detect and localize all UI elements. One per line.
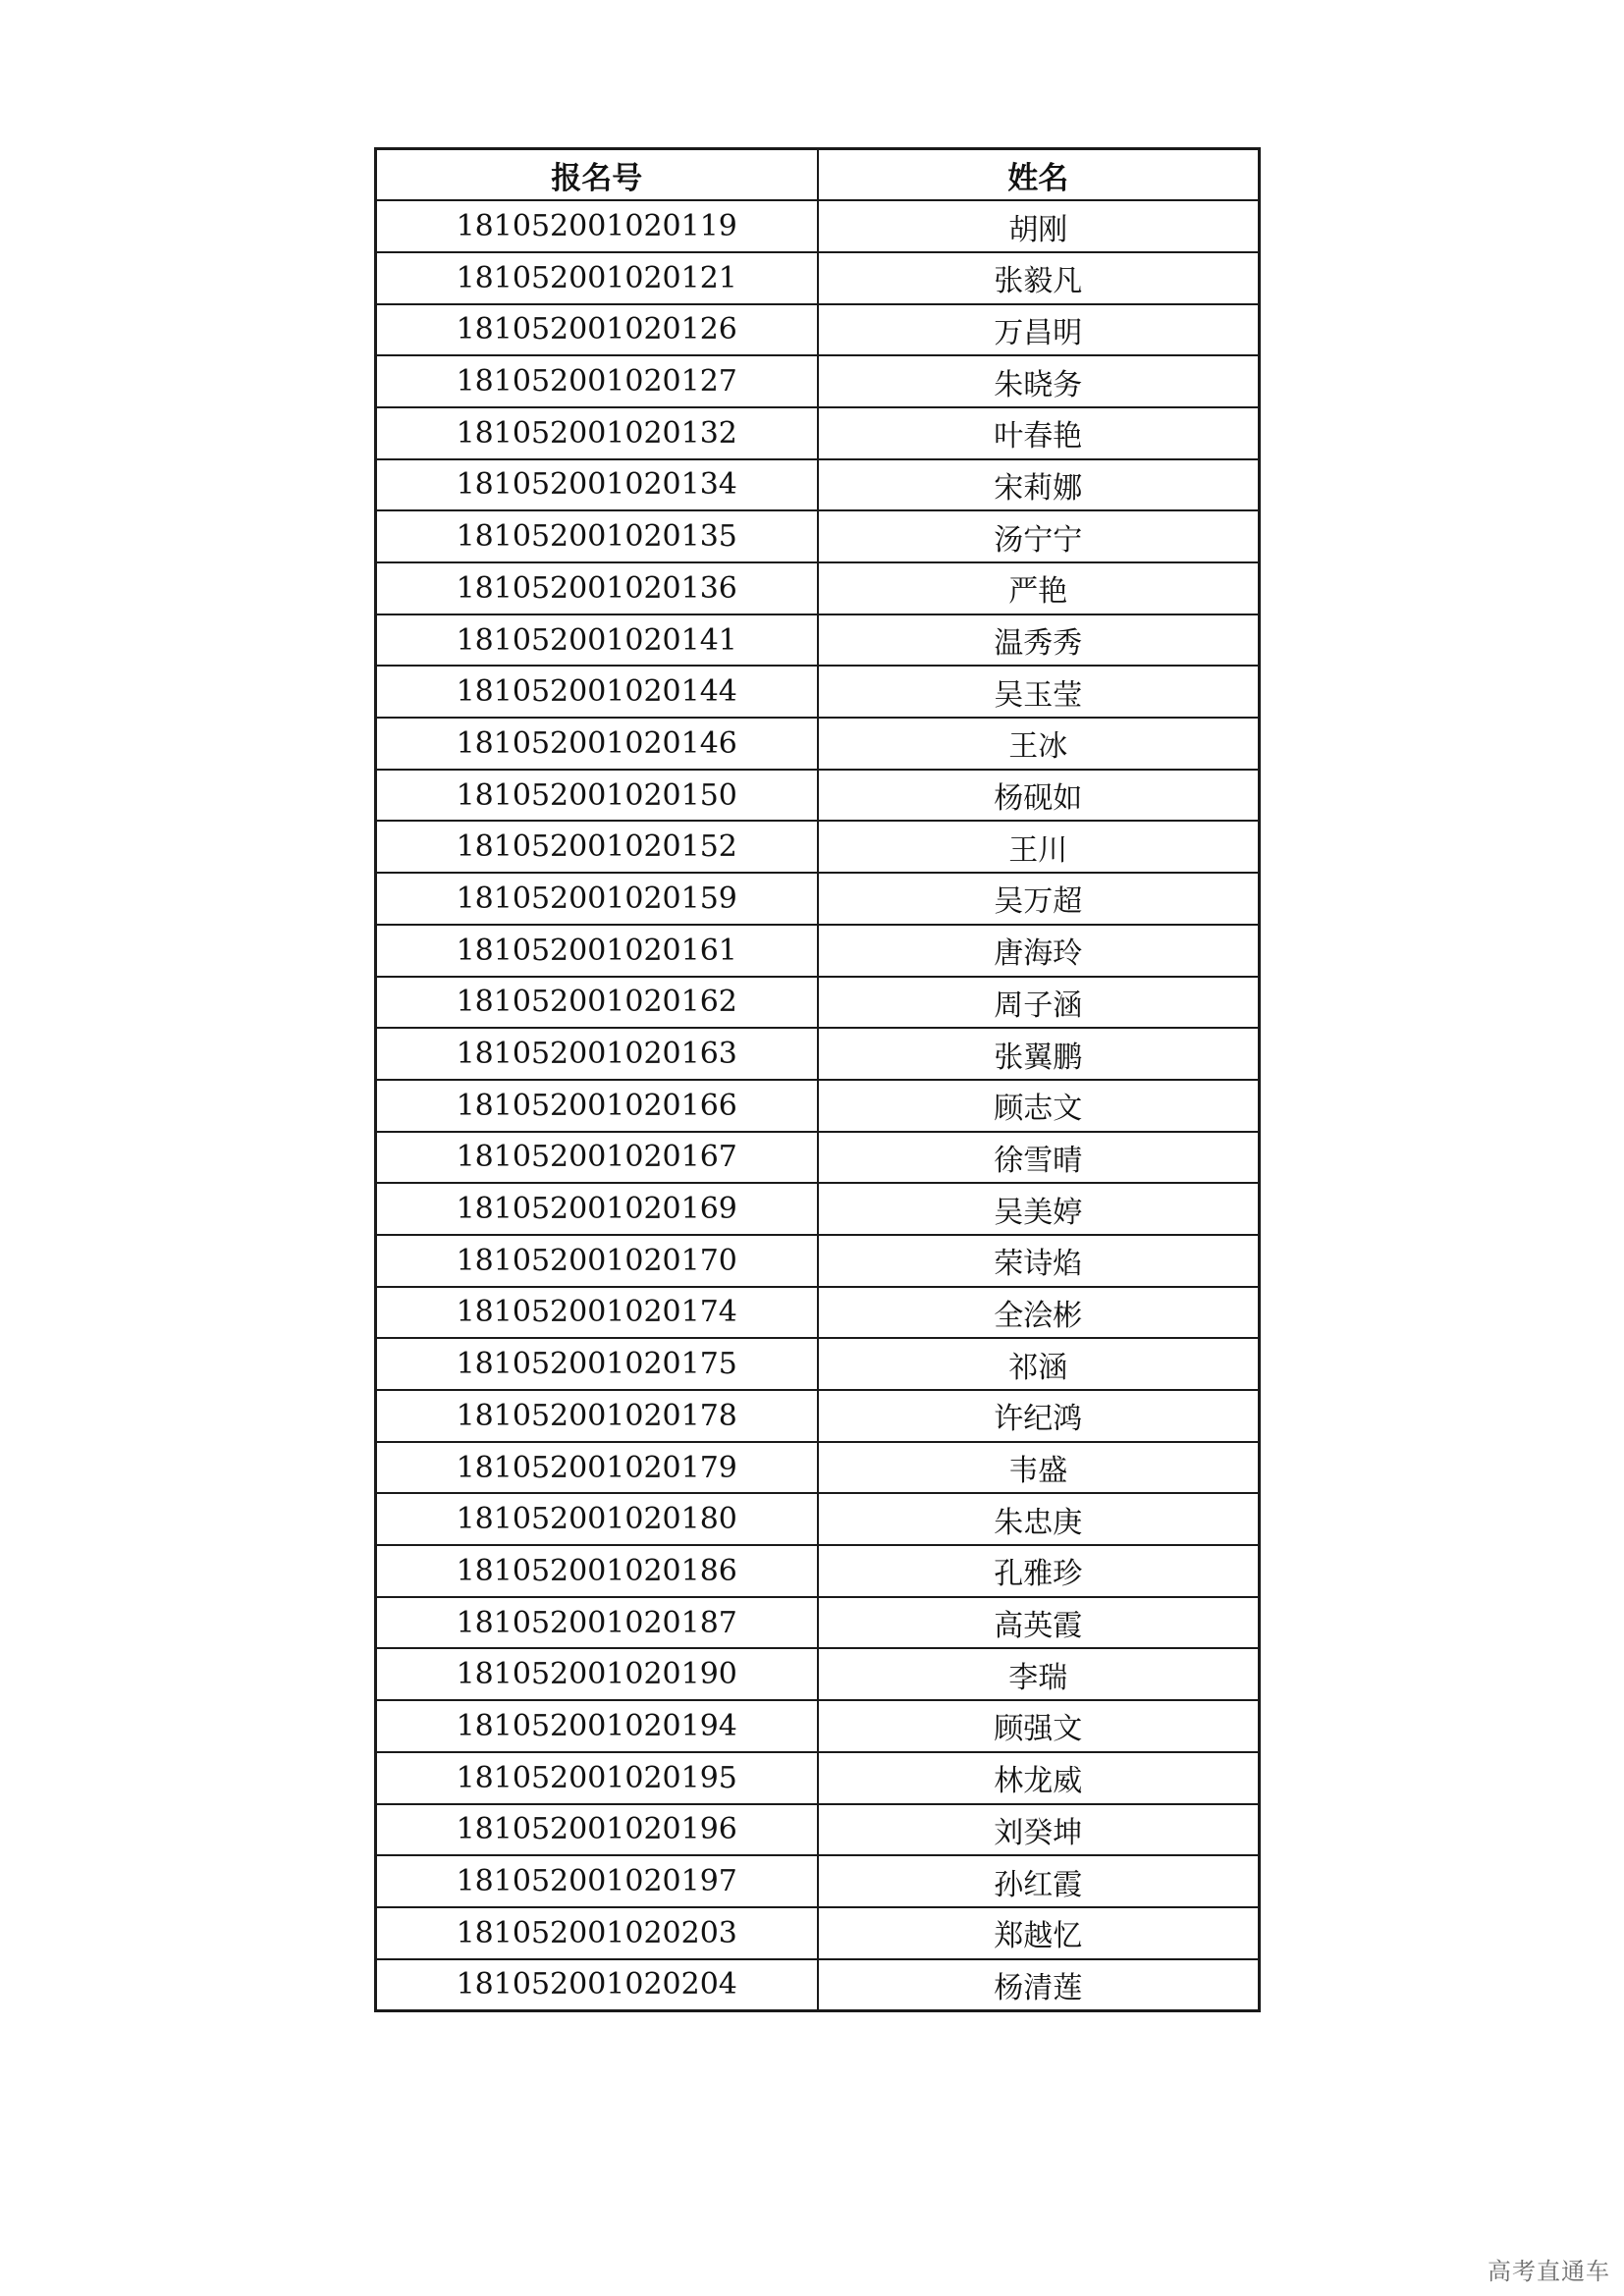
- table-row: [376, 1132, 1260, 1184]
- table-row: [376, 666, 1260, 718]
- registration-number-cell: 181052001020119: [376, 200, 818, 252]
- name-cell: 叶春艳: [818, 407, 1260, 459]
- registration-number-cell: 181052001020178: [376, 1390, 818, 1442]
- name-cell: 顾志文: [818, 1080, 1260, 1132]
- registration-table: [374, 147, 1261, 2012]
- table-row: [376, 925, 1260, 977]
- table-row: [376, 1287, 1260, 1339]
- registration-number-cell: 181052001020175: [376, 1338, 818, 1390]
- name-cell: 孙红霞: [818, 1855, 1260, 1907]
- name-cell: 林龙威: [818, 1752, 1260, 1804]
- table-row: [376, 562, 1260, 614]
- name-cell: 高英霞: [818, 1597, 1260, 1649]
- table-row: [376, 304, 1260, 356]
- table-row: [376, 1028, 1260, 1080]
- name-cell: 刘癸坤: [818, 1804, 1260, 1856]
- header-row: [376, 149, 1260, 201]
- registration-number-cell: 181052001020197: [376, 1855, 818, 1907]
- name-cell: 宋莉娜: [818, 459, 1260, 511]
- name-cell: 王冰: [818, 718, 1260, 770]
- name-cell: 万昌明: [818, 304, 1260, 356]
- table-row: [376, 718, 1260, 770]
- name-cell: 荣诗焰: [818, 1235, 1260, 1287]
- registration-number-cell: 181052001020195: [376, 1752, 818, 1804]
- name-cell: 徐雪晴: [818, 1132, 1260, 1184]
- table-row: [376, 1804, 1260, 1856]
- table-row: [376, 1959, 1260, 2011]
- registration-number-cell: 181052001020180: [376, 1493, 818, 1545]
- registration-number-cell: 181052001020186: [376, 1545, 818, 1597]
- registration-number-cell: 181052001020159: [376, 873, 818, 925]
- name-cell: 郑越忆: [818, 1907, 1260, 1959]
- name-cell: 顾强文: [818, 1700, 1260, 1752]
- name-cell: 吴万超: [818, 873, 1260, 925]
- table-row: [376, 252, 1260, 304]
- table-row: [376, 770, 1260, 822]
- table-row: [376, 1080, 1260, 1132]
- table-row: [376, 407, 1260, 459]
- table-row: [376, 355, 1260, 407]
- name-cell: 许纪鸿: [818, 1390, 1260, 1442]
- table-row: [376, 1597, 1260, 1649]
- table-row: [376, 1752, 1260, 1804]
- registration-number-cell: 181052001020135: [376, 510, 818, 562]
- table-row: [376, 1390, 1260, 1442]
- table-row: [376, 1183, 1260, 1235]
- table-row: [376, 510, 1260, 562]
- name-cell: 孔雅珍: [818, 1545, 1260, 1597]
- table-row: [376, 1235, 1260, 1287]
- name-cell: 吴玉莹: [818, 666, 1260, 718]
- name-cell: 韦盛: [818, 1442, 1260, 1494]
- registration-number-cell: 181052001020170: [376, 1235, 818, 1287]
- name-cell: 朱晓务: [818, 355, 1260, 407]
- registration-number-cell: 181052001020194: [376, 1700, 818, 1752]
- header-registration-number: 报名号: [376, 149, 818, 201]
- registration-number-cell: 181052001020134: [376, 459, 818, 511]
- name-cell: 周子涵: [818, 977, 1260, 1029]
- table-row: [376, 1648, 1260, 1700]
- table-row: [376, 459, 1260, 511]
- table-body: [376, 200, 1260, 2010]
- name-cell: 唐海玲: [818, 925, 1260, 977]
- name-cell: 胡刚: [818, 200, 1260, 252]
- registration-number-cell: 181052001020146: [376, 718, 818, 770]
- table-row: [376, 977, 1260, 1029]
- name-cell: 杨清莲: [818, 1959, 1260, 2011]
- name-cell: 张毅凡: [818, 252, 1260, 304]
- registration-number-cell: 181052001020144: [376, 666, 818, 718]
- table-row: [376, 1338, 1260, 1390]
- registration-number-cell: 181052001020150: [376, 770, 818, 822]
- table-header: [376, 149, 1260, 201]
- name-cell: 祁涵: [818, 1338, 1260, 1390]
- registration-number-cell: 181052001020163: [376, 1028, 818, 1080]
- registration-number-cell: 181052001020190: [376, 1648, 818, 1700]
- table-row: [376, 821, 1260, 873]
- table-row: [376, 614, 1260, 667]
- name-cell: 严艳: [818, 562, 1260, 614]
- registration-number-cell: 181052001020161: [376, 925, 818, 977]
- table-row: [376, 873, 1260, 925]
- name-cell: 温秀秀: [818, 614, 1260, 667]
- registration-number-cell: 181052001020141: [376, 614, 818, 667]
- registration-number-cell: 181052001020196: [376, 1804, 818, 1856]
- registration-number-cell: 181052001020136: [376, 562, 818, 614]
- registration-number-cell: 181052001020121: [376, 252, 818, 304]
- name-cell: 汤宁宁: [818, 510, 1260, 562]
- name-cell: 朱忠庚: [818, 1493, 1260, 1545]
- table-row: [376, 1545, 1260, 1597]
- registration-number-cell: 181052001020127: [376, 355, 818, 407]
- name-cell: 杨砚如: [818, 770, 1260, 822]
- registration-number-cell: 181052001020162: [376, 977, 818, 1029]
- name-cell: 全浍彬: [818, 1287, 1260, 1339]
- table-row: [376, 1700, 1260, 1752]
- registration-number-cell: 181052001020203: [376, 1907, 818, 1959]
- registration-number-cell: 181052001020132: [376, 407, 818, 459]
- registration-number-cell: 181052001020187: [376, 1597, 818, 1649]
- name-cell: 吴美婷: [818, 1183, 1260, 1235]
- table-row: [376, 1855, 1260, 1907]
- name-cell: 张翼鹏: [818, 1028, 1260, 1080]
- table-row: [376, 1907, 1260, 1959]
- registration-number-cell: 181052001020152: [376, 821, 818, 873]
- table-row: [376, 1442, 1260, 1494]
- registration-number-cell: 181052001020167: [376, 1132, 818, 1184]
- registration-number-cell: 181052001020179: [376, 1442, 818, 1494]
- name-cell: 王川: [818, 821, 1260, 873]
- registration-number-cell: 181052001020166: [376, 1080, 818, 1132]
- watermark-text: 高考直通车: [1488, 2258, 1610, 2285]
- registration-number-cell: 181052001020204: [376, 1959, 818, 2011]
- registration-number-cell: 181052001020126: [376, 304, 818, 356]
- table-row: [376, 1493, 1260, 1545]
- name-cell: 李瑞: [818, 1648, 1260, 1700]
- registration-number-cell: 181052001020174: [376, 1287, 818, 1339]
- header-name: 姓名: [818, 149, 1260, 201]
- registration-number-cell: 181052001020169: [376, 1183, 818, 1235]
- table-row: [376, 200, 1260, 252]
